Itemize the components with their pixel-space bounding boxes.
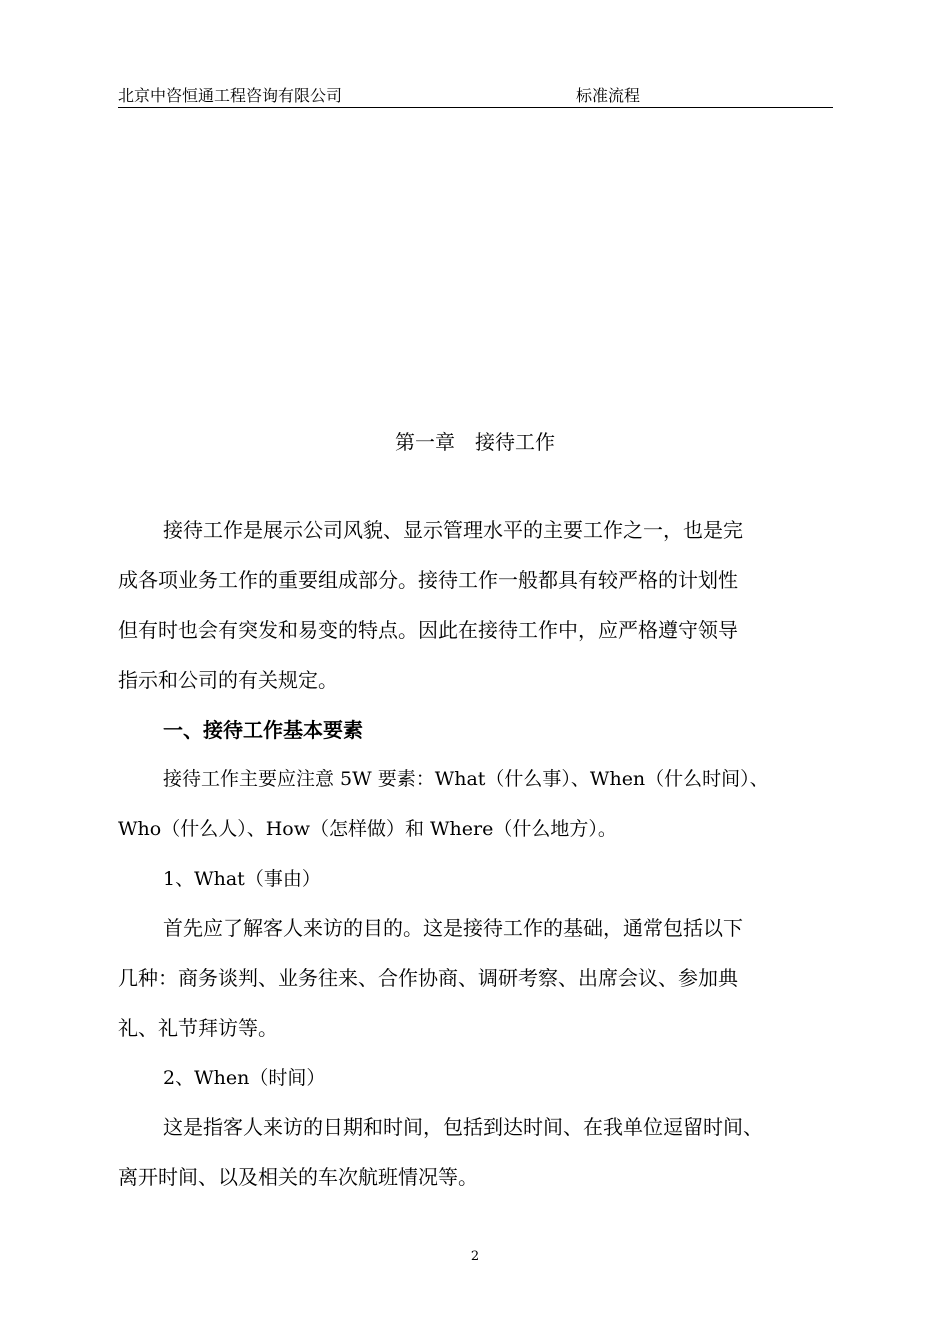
chapter-title: 第一章 接待工作 <box>395 430 555 454</box>
page-number: 2 <box>470 1249 480 1264</box>
paragraph-line: 接待工作主要应注意 5W 要素：What（什么事）、When（什么时间）、 <box>163 768 769 790</box>
paragraph-line: 这是指客人来访的日期和时间，包括到达时间、在我单位逗留时间、 <box>163 1115 763 1139</box>
page-header <box>118 86 833 108</box>
paragraph-line: 指示和公司的有关规定。 <box>118 668 338 692</box>
header-company-name: 北京中咨恒通工程咨询有限公司 <box>118 86 343 105</box>
item-heading: 2、When（时间） <box>163 1067 326 1089</box>
header-divider <box>118 107 833 108</box>
item-heading: 1、What（事由） <box>163 868 321 890</box>
paragraph-line: 但有时也会有突发和易变的特点。因此在接待工作中，应严格遵守领导 <box>118 618 738 642</box>
paragraph-line: 几种：商务谈判、业务往来、合作协商、调研考察、出席会议、参加典 <box>118 966 738 990</box>
section-heading: 一、接待工作基本要素 <box>163 718 363 742</box>
paragraph-line: 成各项业务工作的重要组成部分。接待工作一般都具有较严格的计划性 <box>118 568 738 592</box>
paragraph-line: 首先应了解客人来访的目的。这是接待工作的基础，通常包括以下 <box>163 916 743 940</box>
paragraph-line: 礼、礼节拜访等。 <box>118 1016 278 1040</box>
paragraph-line: 接待工作是展示公司风貌、显示管理水平的主要工作之一，也是完 <box>163 518 743 542</box>
paragraph-line: 离开时间、以及相关的车次航班情况等。 <box>118 1165 478 1189</box>
paragraph-line: Who（什么人）、How（怎样做）和 Where（什么地方）。 <box>118 818 617 840</box>
header-document-type: 标准流程 <box>576 86 641 105</box>
